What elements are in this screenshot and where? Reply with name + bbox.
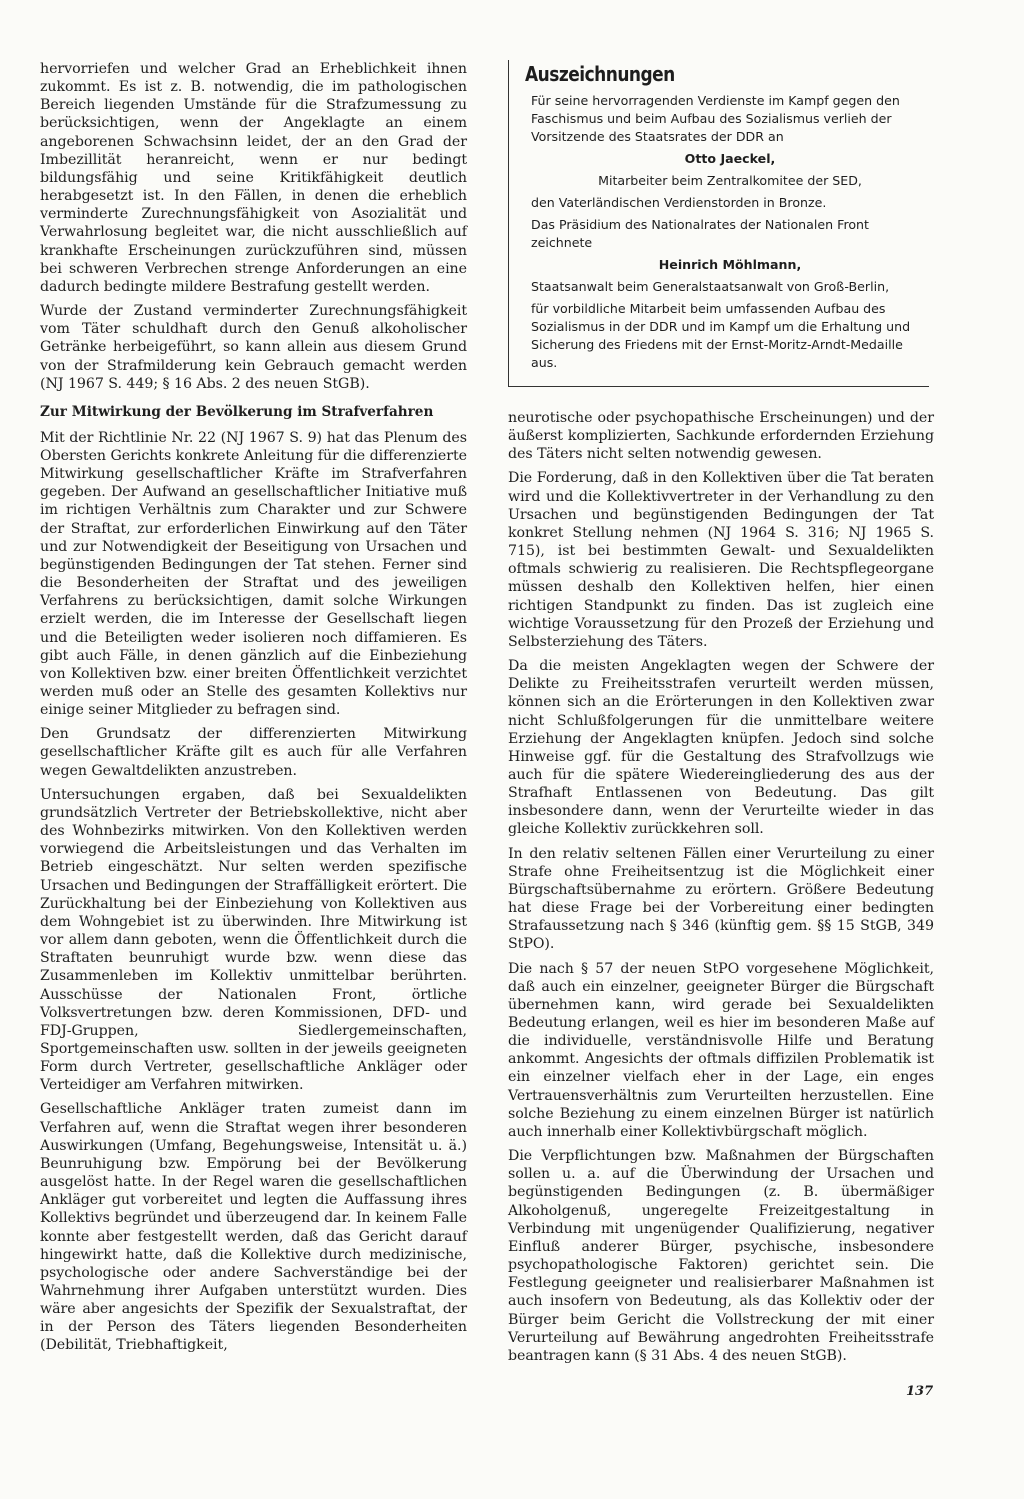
award-intro: Für seine hervorragenden Verdienste im Kampf gegen den Faschismus und beim Aufbau des Sozialismus verlieh der Vorsitzende des Staatsrates der DDR an	[531, 93, 900, 144]
paragraph: Da die meisten Angeklagten wegen der Schwere der Delikte zu Freiheitsstrafen verurteilt werden müssen, können sich an die Erörterungen in den Kollektiven zwar nicht Schlußfolgerungen für die unmittelbare weitere Erziehung der Angeklagten knüpfen. Jedoch sind solche Hinweise ggf. für die Gestaltung des Strafvollzugs wie auch für die spätere Wiedereingliederung des aus der Strafhaft Entlassenen von Bedeutung. Das gilt insbesondere dann, wenn der Verurteilte wieder in das gleiche Kollektiv zurückkehren soll.	[508, 658, 934, 838]
award-order: den Vaterländischen Verdienstorden in Bronze.	[531, 195, 827, 210]
awards-box	[508, 60, 929, 387]
page-number: 137	[906, 1384, 934, 1399]
award-order: für vorbildliche Mitarbeit beim umfassenden Aufbau des Sozialismus in der DDR und im Kampf um die Erhaltung und Sicherung des Friedens mit der Ernst-Moritz-Arndt-Medaille aus.	[531, 301, 911, 370]
paragraph: Wurde der Zustand verminderter Zurechnungsfähigkeit vom Täter schuldhaft durch den Genuß alkoholischer Getränke herbeigeführt, so kann allein aus diesem Grund von der Strafmilderung kein Gebrauch gemacht werden (NJ 1967 S. 449; § 16 Abs. 2 des neuen StGB).	[40, 303, 467, 392]
awards-box-column	[508, 60, 934, 387]
award-intro: Das Präsidium des Nationalrates der Nationalen Front zeichnete	[531, 217, 869, 250]
section-heading: Zur Mitwirkung der Bevölkerung im Strafverfahren	[40, 403, 434, 420]
paragraph: Die nach § 57 der neuen StPO vorgesehene Möglichkeit, daß auch ein einzelner, geeigneter Bürger die Bürgschaft übernehmen kann, wird gerade bei Sexualdelikten Bedeutung erlangen, weil es hier im besonderen Maße auf die individuelle, verständnisvolle Hilfe und Beratung ankommt. Angesichts der oftmals diffizilen Problematik ist ein einzelner vielfach eher in der Lage, ein enges Vertrauensverhältnis zum Verurteilten herzustellen. Eine solche Beziehung zu einem einzelnen Bürger ist natürlich auch innerhalb einer Kollektivbürgschaft möglich.	[508, 960, 934, 1140]
paragraph: neurotische oder psychopathische Erscheinungen) und der äußerst komplizierten, Sachkunde erfordernden Erziehung des Täters nicht selten notwendig gewesen.	[508, 410, 934, 463]
paragraph: In den relativ seltenen Fällen einer Verurteilung zu einer Strafe ohne Freiheitsentzug ist die Möglichkeit einer Bürgschaftsübernahme zu erörtern. Größere Bedeutung hat diese Frage bei der Vorbereitung einer bedingten Strafaussetzung nach § 346 (künftig gem. §§ 15 StGB, 349 StPO).	[508, 845, 934, 953]
award-recipient-role: Staatsanwalt beim Generalstaatsanwalt von Groß-Berlin,	[531, 279, 890, 294]
award-recipient-role: Mitarbeiter beim Zentralkomitee der SED,	[598, 173, 862, 188]
award-recipient-name: Heinrich Möhlmann,	[658, 257, 802, 272]
paragraph: Mit der Richtlinie Nr. 22 (NJ 1967 S. 9) hat das Plenum des Obersten Gerichts konkrete Anleitung für die differenzierte Mitwirkung gesellschaftlicher Kräfte im Strafverfahren gegeben. Der Aufwand an gesellschaftlicher Initiative muß im richtigen Verhältnis zum Charakter und zur Schwere der Straftat, zur erforderlichen Einwirkung auf den Täter und zur Notwendigkeit der Beseitigung von Ursachen und begünstigenden Bedingungen der Tat stehen. Ferner sind die Besonderheiten der Straftat und des jeweiligen Verfahrens zu berücksichtigen, damit solche Wirkungen erzielt werden, die im Interesse der Gesellschaft liegen und die Beteiligten weder isolieren noch diffamieren. Es gibt auch Fälle, in denen gänzlich auf die Einbeziehung von Kollektiven bzw. einer breiten Öffentlichkeit verzichtet werden muß oder an Stelle des gesamten Kollektivs nur einige seiner Mitglieder zu befragen sind.	[40, 429, 467, 719]
paragraph: Die Verpflichtungen bzw. Maßnahmen der Bürgschaften sollen u. a. auf die Überwindung der Ursachen und begünstigenden Bedingungen (z. B. übermäßiger Alkoholgenuß, ungeregelte Freizeitgestaltung in Verbindung mit ungenügender Qualifizierung, negativer Einfluß anderer Bürger, psychische, insbesondere psychopathologische Faktoren) gerichtet sein. Die Festlegung geeigneter und realisierbarer Maßnahmen ist auch insofern von Bedeutung, als das Kollektiv oder der Bürger beim Gericht die Vollstreckung der mit einer Verurteilung auf Bewährung angedrohten Freiheitsstrafe beantragen kann (§ 31 Abs. 4 des neuen StGB).	[508, 1148, 934, 1364]
paragraph: Den Grundsatz der differenzierten Mitwirkung gesellschaftlicher Kräfte gilt es auch für alle Verfahren wegen Gewaltdelikten anzustreben.	[40, 726, 467, 779]
left-column	[40, 60, 467, 1361]
paragraph: Untersuchungen ergaben, daß bei Sexualdelikten grundsätzlich Vertreter der Betriebskollektive, nicht aber des Wohnbezirks mitwirken. Von den Kollektiven werden vorwiegend die Arbeitsleistungen und das Verhalten im Betrieb eingeschätzt. Nur selten werden spezifische Ursachen und Bedingungen der Straffälligkeit erörtert. Die Zurückhaltung bei der Einbeziehung von Kollektiven aus dem Wohngebiet ist zu überwinden. Ihre Mitwirkung ist vor allem dann geboten, wenn die Öffentlichkeit durch die Straftaten beunruhigt wurde bzw. wenn diese das Zusammenleben im Kollektiv unmittelbar berührten. Ausschüsse der Nationalen Front, örtliche Volksvertretungen bzw. deren Kommissionen, DFD- und FDJ-Gruppen, Siedlergemeinschaften, Sportgemeinschaften usw. sollten in der jeweils geeigneten Form durch Vertreter, gesellschaftliche Ankläger oder Verteidiger am Verfahren mitwirken.	[40, 786, 467, 1094]
paragraph: hervorriefen und welcher Grad an Erheblichkeit ihnen zukommt. Es ist z. B. notwendig, die im pathologischen Bereich liegenden Umstände für die Strafzumessung zu berücksichtigen, wenn der Angeklagte an einem angeborenen Schwachsinn leidet, der an den Grad der Imbezillität heranreicht, wenn er nur bedingt bildungsfähig und seine Kritikfähigkeit deutlich herabgesetzt ist. In den Fällen, in denen die erheblich verminderte Zurechnungsfähigkeit von Asozialität und Verwahrlosung begleitet war, die nicht ausschließlich auf krankhafte Erscheinungen zurückzuführen sind, müssen bei schweren Verbrechen strenge Anforderungen an eine dadurch bedingte mildere Bestrafung gestellt werden.	[40, 61, 467, 295]
right-column	[508, 409, 934, 1371]
paragraph: Gesellschaftliche Ankläger traten zumeist dann im Verfahren auf, wenn die Straftat wegen ihrer besonderen Auswirkungen (Umfang, Begehungsweise, Intensität u. ä.) Beunruhigung bzw. Empörung bei der Bevölkerung ausgelöst hatte. In der Regel waren die gesellschaftlichen Ankläger gut vorbereitet und legten die Auffassung ihres Kollektivs begründet und überzeugend dar. In keinem Falle konnte aber festgestellt werden, daß das Gericht darauf hingewirkt hatte, daß die Kollektive durch medizinische, psychologische oder andere Sachverständige bei der Wahrnehmung ihrer Aufgaben unterstützt wurden. Dies wäre aber angesichts der Spezifik der Sexualstraftat, der in der Person des Täters liegenden Besonderheiten (Debilität, Triebhaftigkeit,	[40, 1101, 467, 1354]
award-recipient-name: Otto Jaeckel,	[684, 151, 776, 166]
awards-title: Auszeichnungen	[525, 62, 675, 86]
paragraph: Die Forderung, daß in den Kollektiven über die Tat beraten wird und die Kollektivvertreter in der Verhandlung zu den Ursachen und begünstigenden Bedingungen der Tat konkret Stellung nehmen (NJ 1964 S. 316; NJ 1965 S. 715), ist bei bestimmten Gewalt- und Sexualdelikten oftmals schwierig zu realisieren. Die Rechtspflegeorgane müssen deshalb den Kollektiven helfen, hier einen richtigen Standpunkt zu finden. Das ist zugleich eine wichtige Voraussetzung für den Prozeß der Erziehung und Selbsterziehung des Täters.	[508, 470, 934, 650]
